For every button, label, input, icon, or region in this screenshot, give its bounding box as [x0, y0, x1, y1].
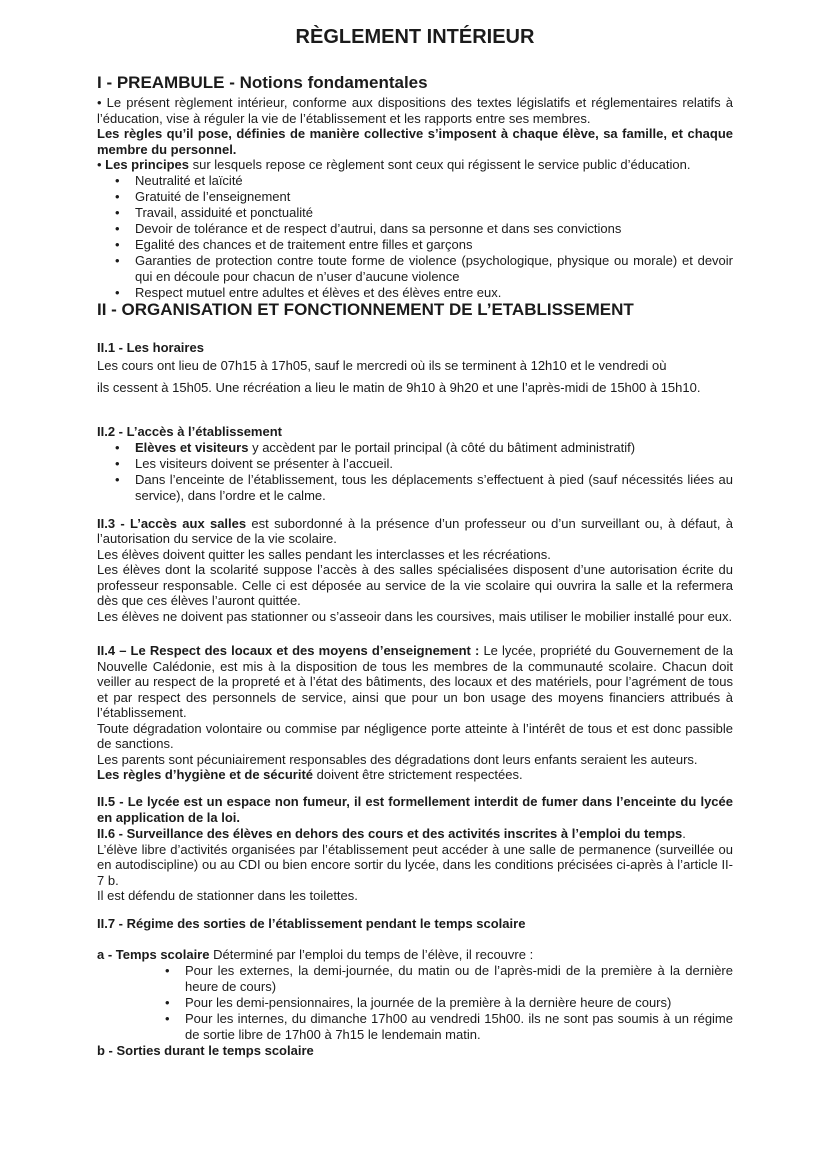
acces-etablissement-list: [97, 440, 733, 504]
horaires-line-1: Les cours ont lieu de 07h15 à 17h05, sauf le mercredi où ils se terminent à 12h10 et le vendredi où: [97, 358, 667, 373]
list-item: [97, 440, 733, 456]
temps-scolaire-list: [97, 963, 733, 1043]
list-item: • Dans l’enceinte de l’établissement, tous les déplacements s’effectuent à pied (sauf nécessités liées au service), dans l’ordre et le calme.: [97, 472, 733, 504]
respect-locaux-paragraph-3: Les parents sont pécuniairement responsables des dégradations dont leurs enfants seraient les auteurs.: [97, 751, 698, 767]
list-item: • Travail, assiduité et ponctualité: [97, 205, 733, 221]
section-horaires: [97, 340, 733, 400]
subsection-heading-surveillance: II.6 - Surveillance des élèves en dehors des cours et des activités inscrites à l’emploi du temps: [97, 825, 683, 841]
list-item: • Pour les externes, la demi-journée, du matin ou de l’après-midi de la première à la dernière heure de cours): [97, 963, 733, 995]
respect-locaux-lead-rest: Le lycée, propriété du Gouvernement de la Nouvelle Calédonie, est mis à la disposition de tous les membres de la communauté scolaire. Chacun doit veiller au respect de la propreté et à l’état des bâtiments, des locaux et des matériels, pour l’agrément de tous et par respect des personnels de service, ainsi que pour un bon usage des moyens financiers attribués à l’établissement.: [97, 643, 733, 720]
respect-locaux-lead: [97, 643, 733, 721]
list-item: • Pour les demi-pensionnaires, la journée de la première à la dernière heure de cours): [97, 995, 733, 1011]
sorties-temps-scolaire-label: b - Sorties durant le temps scolaire: [97, 1042, 314, 1058]
surveillance-heading-line: [97, 826, 733, 842]
surveillance-heading-period: .: [682, 825, 686, 841]
subsection-heading-regime-sorties: II.7 - Régime des sorties de l’établissement pendant le temps scolaire: [97, 915, 526, 931]
regles-hygiene-rest: doivent être strictement respectées.: [313, 767, 523, 782]
horaires-body: [97, 355, 733, 399]
list-item: • Les visiteurs doivent se présenter à l’accueil.: [97, 456, 733, 472]
section-surveillance: [97, 826, 733, 904]
acces-salles-lead: [97, 516, 733, 547]
principles-list: [97, 173, 733, 301]
subsection-heading-acces-etablissement: II.2 - L’accès à l’établissement: [97, 424, 282, 439]
section-non-fumeur: II.5 - Le lycée est un espace non fumeur, il est formellement interdit de fumer dans l’enceinte du lycée en application de la loi.: [97, 793, 733, 825]
list-item: • Neutralité et laïcité: [97, 173, 733, 189]
acces-salles-paragraph-3: Les élèves dont la scolarité suppose l’accès à des salles spécialisées disposent d’une autorisation écrite du professeur responsable. Celle ci est déposée au service de la vie scolaire qui ouvrira la salle et la refermera dès que ces élèves l’auront quittée.: [97, 562, 733, 608]
acces-salles-paragraph-2: Les élèves doivent quitter les salles pendant les interclasses et les récréations.: [97, 546, 551, 562]
horaires-line-2: ils cessent à 15h05. Une récréation a lieu le matin de 9h10 à 9h20 et une l’après-midi de 15h00 à 15h10.: [97, 380, 701, 395]
temps-scolaire-rest: Déterminé par l’emploi du temps de l’élève, il recouvre :: [209, 947, 534, 962]
preamble-paragraph-1: • Le présent règlement intérieur, conforme aux dispositions des textes législatifs et réglementaires relatifs à l’éducation, vise à réguler la vie de l’établissement et les rapports entre ses membres.: [97, 95, 733, 126]
respect-locaux-paragraph-2: Toute dégradation volontaire ou commise par négligence porte atteinte à l’intérêt de tous et est donc passible de sanctions.: [97, 720, 733, 751]
list-item-lead: Elèves et visiteurs: [135, 439, 249, 455]
principles-intro-lead: Les principes: [105, 157, 189, 172]
acces-salles-heading: II.3 - L’accès aux salles: [97, 515, 247, 531]
surveillance-paragraph-2: Il est défendu de stationner dans les toilettes.: [97, 888, 358, 903]
surveillance-paragraph-1: L’élève libre d’activités organisées par l’établissement peut accéder à une salle de permanence (surveillée ou en autodiscipline) ou au CDI ou bien encore sortir du lycée, dans les conditions précisées ci-après à l’article II-7 b.: [97, 841, 733, 888]
list-item: • Egalité des chances et de traitement entre filles et garçons: [97, 237, 733, 253]
section-acces-etablissement: [97, 424, 733, 504]
preamble-paragraph-2: Les règles qu’il pose, définies de manière collective s’imposent à chaque élève, sa famille, et chaque membre du personnel.: [97, 126, 733, 157]
list-item: • Respect mutuel entre adultes et élèves et des élèves entre eux.: [97, 285, 733, 301]
regles-hygiene-lead: Les règles d’hygiène et de sécurité: [97, 767, 314, 782]
section-acces-salles: [97, 516, 733, 625]
list-item: • Gratuité de l’enseignement: [97, 189, 733, 205]
principles-intro: [97, 157, 733, 173]
acces-salles-paragraph-4: Les élèves ne doivent pas stationner ou s’asseoir dans les coursives, mais utiliser le mobilier installé pour eux.: [97, 608, 733, 624]
principles-intro-rest: sur lesquels repose ce règlement sont ceux qui régissent le service public d’éducation.: [188, 157, 691, 172]
section-regime-sorties: [97, 916, 733, 1059]
document-title: RÈGLEMENT INTÉRIEUR: [295, 26, 535, 48]
subsection-heading-horaires: II.1 - Les horaires: [97, 339, 204, 355]
acces-salles-lead-rest: est subordonné à la présence d’un professeur ou d’un surveillant ou, à défaut, à l’autorisation du service de la vie scolaire.: [97, 515, 733, 546]
list-item-rest: y accèdent par le portail principal (à côté du bâtiment administratif): [248, 439, 636, 455]
respect-locaux-paragraph-4: [97, 767, 733, 783]
section-respect-locaux: [97, 643, 733, 783]
respect-locaux-heading: II.4 – Le Respect des locaux et des moyens d’enseignement :: [97, 643, 484, 658]
list-item: • Pour les internes, du dimanche 17h00 au vendredi 15h00. ils ne sont pas soumis à un régime de sortie libre de 17h00 à 7h15 le lendemain matin.: [97, 1011, 733, 1043]
section-heading-organisation: II - ORGANISATION ET FONCTIONNEMENT DE L’ETABLISSEMENT: [97, 299, 634, 319]
list-item: • Garanties de protection contre toute forme de violence (psychologique, physique ou morale) et devoir qui en découle pour chacun de n’user d’aucune violence: [97, 253, 733, 285]
list-item: • Devoir de tolérance et de respect d’autrui, dans sa personne et dans ses convictions: [97, 221, 733, 237]
section-heading-preambule: I - PREAMBULE - Notions fondamentales: [97, 73, 428, 92]
temps-scolaire-label: a - Temps scolaire: [97, 947, 210, 962]
temps-scolaire-line: [97, 947, 733, 963]
principles-intro-bullet: •: [97, 157, 106, 172]
